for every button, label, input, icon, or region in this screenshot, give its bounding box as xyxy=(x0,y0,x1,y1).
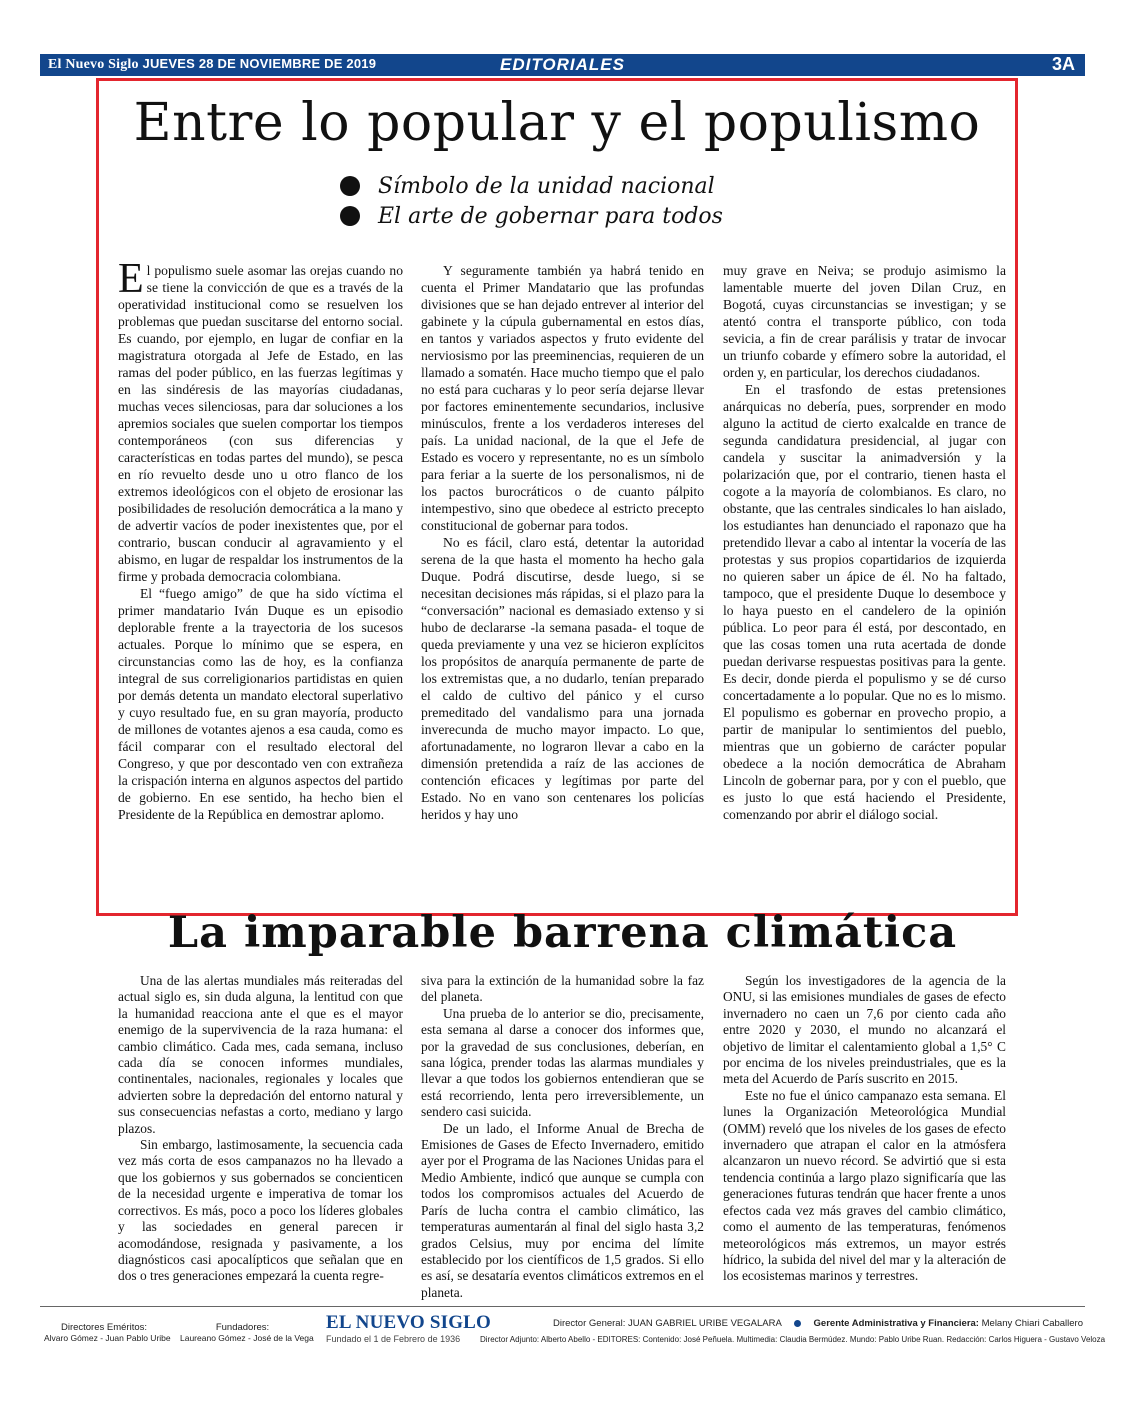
page-number: 3A xyxy=(1051,54,1075,74)
director-general-label: Director General: xyxy=(553,1318,626,1329)
paragraph: Y seguramente también ya habrá tenido en cuenta el Primer Mandatario que las profundas divisiones que se han dejado entrever al interior del gabinete y la cúpula gubernamental en estos días, en tantos y variados aspectos y fruto evidente del nerviosismo por las preeminencias, requieren de un llamado a somatén. Hace mucho tiempo que el palo no está para cucharas y lo peor sería dejarse llevar por factores eminentemente secundarios, inclusive minúsculos, frente a los verdaderos intereses del país. La unidad nacional, de la que el Jefe de Estado es vocero y representante, no es un símbolo para feriar a la suerte de los personalismos, ni de los pactos burocráticos o de cuanto pálpito intempestivo, sino que obedece al estricto precepto constitucional de gobernar para todos. xyxy=(421,263,704,533)
paragraph: siva para la extinción de la humanidad sobre la faz del planeta. xyxy=(421,973,704,1005)
paragraph: Este no fue el único campanazo esta semana. El lunes la Organización Meteorológica Mundial (OMM) reveló que los niveles de los gases de efecto invernadero que atrapan el calor en la atmósfera alcanzaron un nuevo récord. Se advirtió que si esta tendencia continúa a largo plazo significaría que las generaciones futuras tendrán que hacer frente a unos efectos cada vez más graves del cambio climático, como el aumento de las temperaturas, fenómenos meteorológicos más extremos, un mayor estrés hídrico, la subida del nivel del mar y la alteración de los ecosistemas marinos y terrestres. xyxy=(723,1087,1006,1284)
paragraph xyxy=(118,256,403,585)
editorial-1-summary xyxy=(340,171,723,231)
paragraph-text: l populismo suele asomar las orejas cuando no se tiene la convicción de que es a través de la operatividad institucional como se resuelven los problemas que puedan suscitarse del entorno social. Es cuando, por ejemplo, en lugar de confiar en la magistratura otorgada al Jefe de Estado, en las ramas del poder público, en las fuerzas legítimas y en las sindéresis de las mayorías ciudadanas, muchas veces silenciosas, para dar soluciones a los apremios sociales que suelen comportar los tiempos contemporáneos (con sus diferencias y características en todas partes del mundo), se pesca en río revuelto desde uno u otro flanco de los extremos ideológicos con el objeto de erosionar las posibilidades de resolución democrática a la mano y de advertir vacíos de poder inexistentes que, por el contrario, buscan conducir al agravamiento y el abismo, en lugar de respaldar los instrumentos de la firme y probada democracia colombiana. xyxy=(118,263,403,584)
paragraph: El “fuego amigo” de que ha sido víctima el primer mandatario Iván Duque es un episodio deplorable frente a la trayectoria de los sucesos actuales. Porque lo mínimo que se espera, en circunstancias como las de hoy, es la confianza integral de sus correligionarios partidistas en quien por demás detenta un mandato electoral superlativo y cuyo resultado fue, en su gran mayoría, producto de millones de votantes ajenos a esa cauda, como es fácil comparar con el resultado electoral del Congreso, y que por descontado ven con extrañeza la crispación interna en algunos aspectos del partido de gobierno. En ese sentido, ha hecho bien el Presidente de la República en demostrar aplomo. xyxy=(118,586,403,822)
editorial-2-column-3 xyxy=(723,973,1006,1285)
summary-bullet xyxy=(340,201,723,231)
bullet-dot-icon xyxy=(340,206,360,226)
paragraph: No es fácil, claro está, detentar la autoridad serena de la que hasta el momento ha hecho gala Duque. Podrá discutirse, desde luego, si se necesitan decisiones más rápidas, si el plazo para la “conversación” nacional es demasiado extenso y si hubo de declararse -la semana pasada- el toque de queda previamente y una vez se hicieron explícitos los propósitos de anarquía permanente de parte de los extremistas que, a no dudarlo, tenían preparado el caldo de cultivo del pánico y el curso premeditado del vandalismo para una jornada inverecunda de mucho mayor impacto. Lo que, afortunadamente, no lograron llevar a cabo en la dimensión pretendida a raíz de las acciones de contención eficaces y legítimas por parte del Estado. No en vano son centenares los policías heridos y hay uno xyxy=(421,535,704,822)
fundadores-label: Fundadores: xyxy=(215,1322,270,1333)
editorial-2-title: La imparable barrena climática xyxy=(167,908,958,958)
footer-directores xyxy=(44,1322,171,1343)
footer-director-line xyxy=(553,1318,1083,1329)
gerente-name: Melany Chiari Caballero xyxy=(981,1318,1084,1329)
directores-names: Alvaro Gómez - Juan Pablo Uribe xyxy=(44,1333,171,1343)
paragraph: Una de las alertas mundiales más reiteradas del actual siglo es, sin duda alguna, la lentitud con que la humanidad reacciona ante el que es el mayor enemigo de la supervivencia de la raza humana: el cambio climático. Cada mes, cada semana, incluso cada día se conocen informes mundiales, continentales, nacionales, regionales y locales que advierten sobre la depredación del entorno natural y sus consecuencias nefastas a corto, mediano y largo plazos. xyxy=(118,973,403,1136)
section-title: EDITORIALES xyxy=(500,55,625,74)
fundadores-names: Laureano Gómez - José de la Vega xyxy=(180,1333,314,1343)
footer-divider xyxy=(40,1306,1085,1307)
editorial-1-column-3 xyxy=(723,262,1006,823)
paragraph: Según los investigadores de la agencia de la ONU, si las emisiones mundiales de gases de efecto invernadero no caen un 7,6 por ciento cada año entre 2020 y 2030, el mundo no alcanzará el objetivo de limitar el calentamiento global a 1,5° C por encima de los niveles preindustriales, que es la meta del Acuerdo de París suscrito en 2015. xyxy=(723,973,1006,1087)
paragraph: muy grave en Neiva; se produjo asimismo la lamentable muerte del joven Dilan Cruz, en Bogotá, cuyas circunstancias se investigan; y se atentó contra el transporte público, con toda sevicia, a fin de crear parálisis y tratar de invocar un triunfo cobarde y efímero sobre la autoridad, el orden y, en particular, los derechos ciudadanos. xyxy=(723,263,1006,380)
edition-date: JUEVES 28 DE NOVIEMBRE DE 2019 xyxy=(142,56,377,71)
footer-logo-block xyxy=(326,1312,492,1344)
editorial-1-column-2 xyxy=(421,262,704,823)
editorial-2-column-1 xyxy=(118,973,403,1285)
founded-date: Fundado el 1 de Febrero de 1936 xyxy=(326,1334,461,1344)
paragraph: Sin embargo, lastimosamente, la secuencia cada vez más corta de esos campanazos no ha llevado a que los gobiernos y sus gobernados se concienticen de la necesidad urgente e imperativa de tomar los correctivos. Es más, poco a poco los líderes globales y las sociedades en general parecen ir acomodándose, resignada y pasivamente, a los diagnósticos casi apocalípticos que señalan que en dos o tres generaciones empezará la cuenta regre- xyxy=(118,1137,403,1284)
gerente-label: Gerente Administrativa y Financiera: xyxy=(813,1318,979,1329)
paragraph: Una prueba de lo anterior se dio, precisamente, esta semana al darse a conocer dos informes que, por la gravedad de sus conclusiones, deberían, en sana lógica, prender todas las alarmas mundiales y llevar a que todos los gobiernos entendieran que se está recorriendo, lenta pero irreversiblemente, un sendero casi suicida. xyxy=(421,1005,704,1120)
masthead-bar xyxy=(40,54,1085,76)
director-general-name: JUAN GABRIEL URIBE VEGALARA xyxy=(627,1318,782,1329)
footer-logo: EL NUEVO SIGLO xyxy=(326,1312,492,1333)
editorial-1-column-1 xyxy=(118,256,403,823)
directores-label: Directores Eméritos: xyxy=(60,1322,148,1333)
paragraph: De un lado, el Informe Anual de Brecha de Emisiones de Gases de Efecto Invernadero, emitido ayer por el Programa de las Naciones Unidas para el Medio Ambiente, indicó que aunque se cumpla con todos los compromisos actuales del Acuerdo de París de lucha contra el cambio climático, las temperaturas aumentarán al final del siglo hasta 3,2 grados Celsius, muy por encima del límite establecido por los científicos de 1,5 grados. Si ello es así, se desataría eventos climáticos extremos en el planeta. xyxy=(421,1120,704,1300)
drop-cap: E xyxy=(118,256,144,302)
footer-fundadores xyxy=(180,1322,314,1343)
summary-bullet xyxy=(340,171,723,201)
editorial-2-column-2 xyxy=(421,973,704,1301)
summary-text: Símbolo de la unidad nacional xyxy=(378,173,715,199)
bullet-dot-icon xyxy=(340,176,360,196)
footer-credits: Director Adjunto: Alberto Abello - EDITORES: Contenido: José Peñuela. Multimedia: Claudia Bermúdez. Mundo: Pablo Uribe Ruan. Redacción: Carlos Higuera - Gustavo Veloza xyxy=(480,1335,1106,1344)
editorial-1-title: Entre lo popular y el populismo xyxy=(133,93,981,153)
newspaper-brand: El Nuevo Siglo xyxy=(48,57,139,72)
paragraph: En el trasfondo de estas pretensiones anárquicas no debería, pues, sorprender en modo alguno la actitud de cierto exalcalde en trance de segunda candidatura presidencial, al jugar con candela y suscitar la animadversión y la polarización que, por el contrario, tienen hasta el cogote a la mayoría de colombianos. Es claro, no obstante, que las centrales sindicales lo han aislado, los estudiantes han denunciado el raponazo que ha pretendido llevar a cabo al intentar la vocería de las protestas y sus propios copartidarios de izquierda no quieren saber un ápice de él. No ha faltado, tampoco, que el presidente Duque lo desemboce y lo haya puesto en el candelero de la opinión pública. Lo peor para él está, por descontado, en que las cosas tomen una ruta acertada de donde puedan derivarse respuestas positivas para la gente. Es decir, donde pierda el populismo y se dé curso concertadamente a lo popular. Que no es lo mismo. El populismo es gobernar en provecho propio, a partir de manipular lo sentimientos del pueblo, mientras que un gobierno de carácter popular obedece a la noción democrática de Abraham Lincoln de gobernar para, por y con el pueblo, que es justo lo que está haciendo el Presidente, comenzando por abrir el diálogo social. xyxy=(723,382,1006,822)
separator-dot-icon xyxy=(794,1320,801,1327)
summary-text: El arte de gobernar para todos xyxy=(378,203,723,229)
